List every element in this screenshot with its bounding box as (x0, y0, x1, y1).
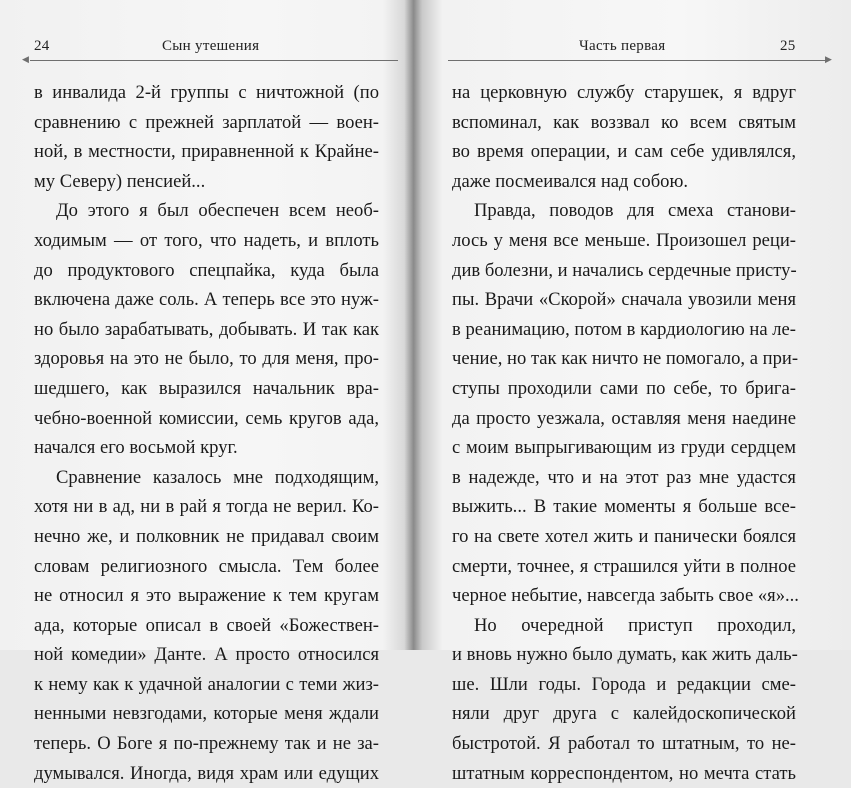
text-line: во время операции, и сам себе удивлялся, (452, 141, 796, 163)
right-page-number: 25 (780, 38, 796, 54)
text-line: даже посмеивался над собою. (452, 170, 688, 192)
text-line: до продуктового спецпайка, куда была (34, 259, 379, 281)
text-line: чение, но так как ничто не помогало, а при- (452, 348, 799, 370)
text-line: му Северу) пенсией... (34, 170, 206, 192)
text-line: ной комедии» Данте. А просто относился (34, 644, 379, 666)
right-page-body (452, 78, 799, 788)
text-line: в инвалида 2-й группы с ничтожной (по (34, 82, 379, 103)
text-line: теперь. О Боге я по-прежнему так и не за- (34, 733, 379, 755)
text-line: Правда, поводов для смеха станови- (474, 200, 796, 222)
text-line: нечно же, и полковник не придавал своим (34, 525, 379, 547)
left-page-number: 24 (34, 38, 50, 54)
text-line: хотя ни в ад, ни в рай я тогда не верил. Ко- (34, 496, 379, 518)
text-line: в реанимацию, потом в кардиологию на ле- (452, 318, 796, 340)
text-line: вспоминал, как воззвал ко всем святым (452, 111, 796, 133)
text-line: див болезни, и начались сердечные присту- (452, 259, 797, 281)
text-line: ненными невзгодами, которые меня ждали (34, 703, 379, 725)
text-line: черное небытие, навсегда забыть свое «я»... (452, 585, 799, 607)
right-header-rule (448, 60, 826, 61)
right-running-title: Часть первая (579, 38, 666, 54)
left-rule-ornament-icon: ◀ (22, 55, 29, 65)
text-line: сравнению с прежней зарплатой — воен- (34, 111, 379, 133)
text-line: лось у меня все меньше. Произошел реци- (452, 229, 796, 251)
text-line: включена даже соль. А теперь все это нуж- (34, 289, 379, 311)
text-line: к нему как к удачной аналогии с теми жиз- (34, 673, 379, 695)
text-line: выжить... В такие моменты я больше все- (452, 496, 796, 518)
text-line: ходимым — от того, что надеть, и вплоть (34, 229, 379, 251)
text-line: шедшего, как выразился начальник вра- (34, 377, 379, 399)
text-line: быстротой. Я работал то штатным, то не- (452, 733, 796, 755)
text-line: пы. Врачи «Скорой» сначала увозили меня (452, 289, 796, 311)
right-page (432, 0, 851, 784)
text-line: на церковную службу старушек, я вдруг (452, 82, 796, 103)
text-line: с моим выпрыгивающим из груди сердцем (452, 437, 796, 459)
text-line: в надежде, что и на этот раз мне удастся (452, 466, 796, 488)
text-line: смерти, точнее, я страшился уйти в полное (452, 555, 796, 577)
text-line: няли друг друга с калейдоскопической (452, 703, 796, 725)
text-line: словам религиозного смысла. Тем более (34, 555, 379, 577)
text-line: ной, в местности, приравненной к Крайне- (34, 141, 379, 163)
left-running-title: Сын утешения (162, 38, 260, 54)
left-page-body (34, 78, 379, 788)
text-line: го на свете хотел жить и панически боялся (452, 525, 796, 547)
left-header-rule (30, 60, 398, 61)
text-line: штатным корреспондентом, но мечта стать (452, 762, 796, 784)
text-line: и вновь нужно было думать, как жить даль- (452, 644, 798, 666)
text-line: ше. Шли годы. Города и редакции сме- (452, 673, 796, 695)
text-line: но было зарабатывать, добывать. И так как (34, 318, 379, 340)
right-rule-ornament-icon: ▶ (825, 55, 832, 65)
text-line: не относил я это выражение к тем кругам (34, 585, 379, 607)
text-line: да просто уезжала, оставляя меня наедине (452, 407, 796, 429)
text-line: начался его восьмой круг. (34, 437, 238, 459)
left-page (0, 0, 410, 784)
text-line: Сравнение казалось мне подходящим, (56, 466, 379, 488)
text-line: ступы проходили сами по себе, то брига- (452, 377, 796, 399)
text-line: думывался. Иногда, видя храм или едущих (34, 762, 379, 784)
text-line: чебно-военной комиссии, семь кругов ада, (34, 407, 379, 429)
text-line: Но очередной приступ проходил, (474, 614, 796, 636)
text-line: ада, которые описал в своей «Божествен- (34, 614, 379, 636)
text-line: здоровья на это не было, то для меня, про- (34, 348, 379, 370)
text-line: До этого я был обеспечен всем необ- (56, 200, 379, 222)
